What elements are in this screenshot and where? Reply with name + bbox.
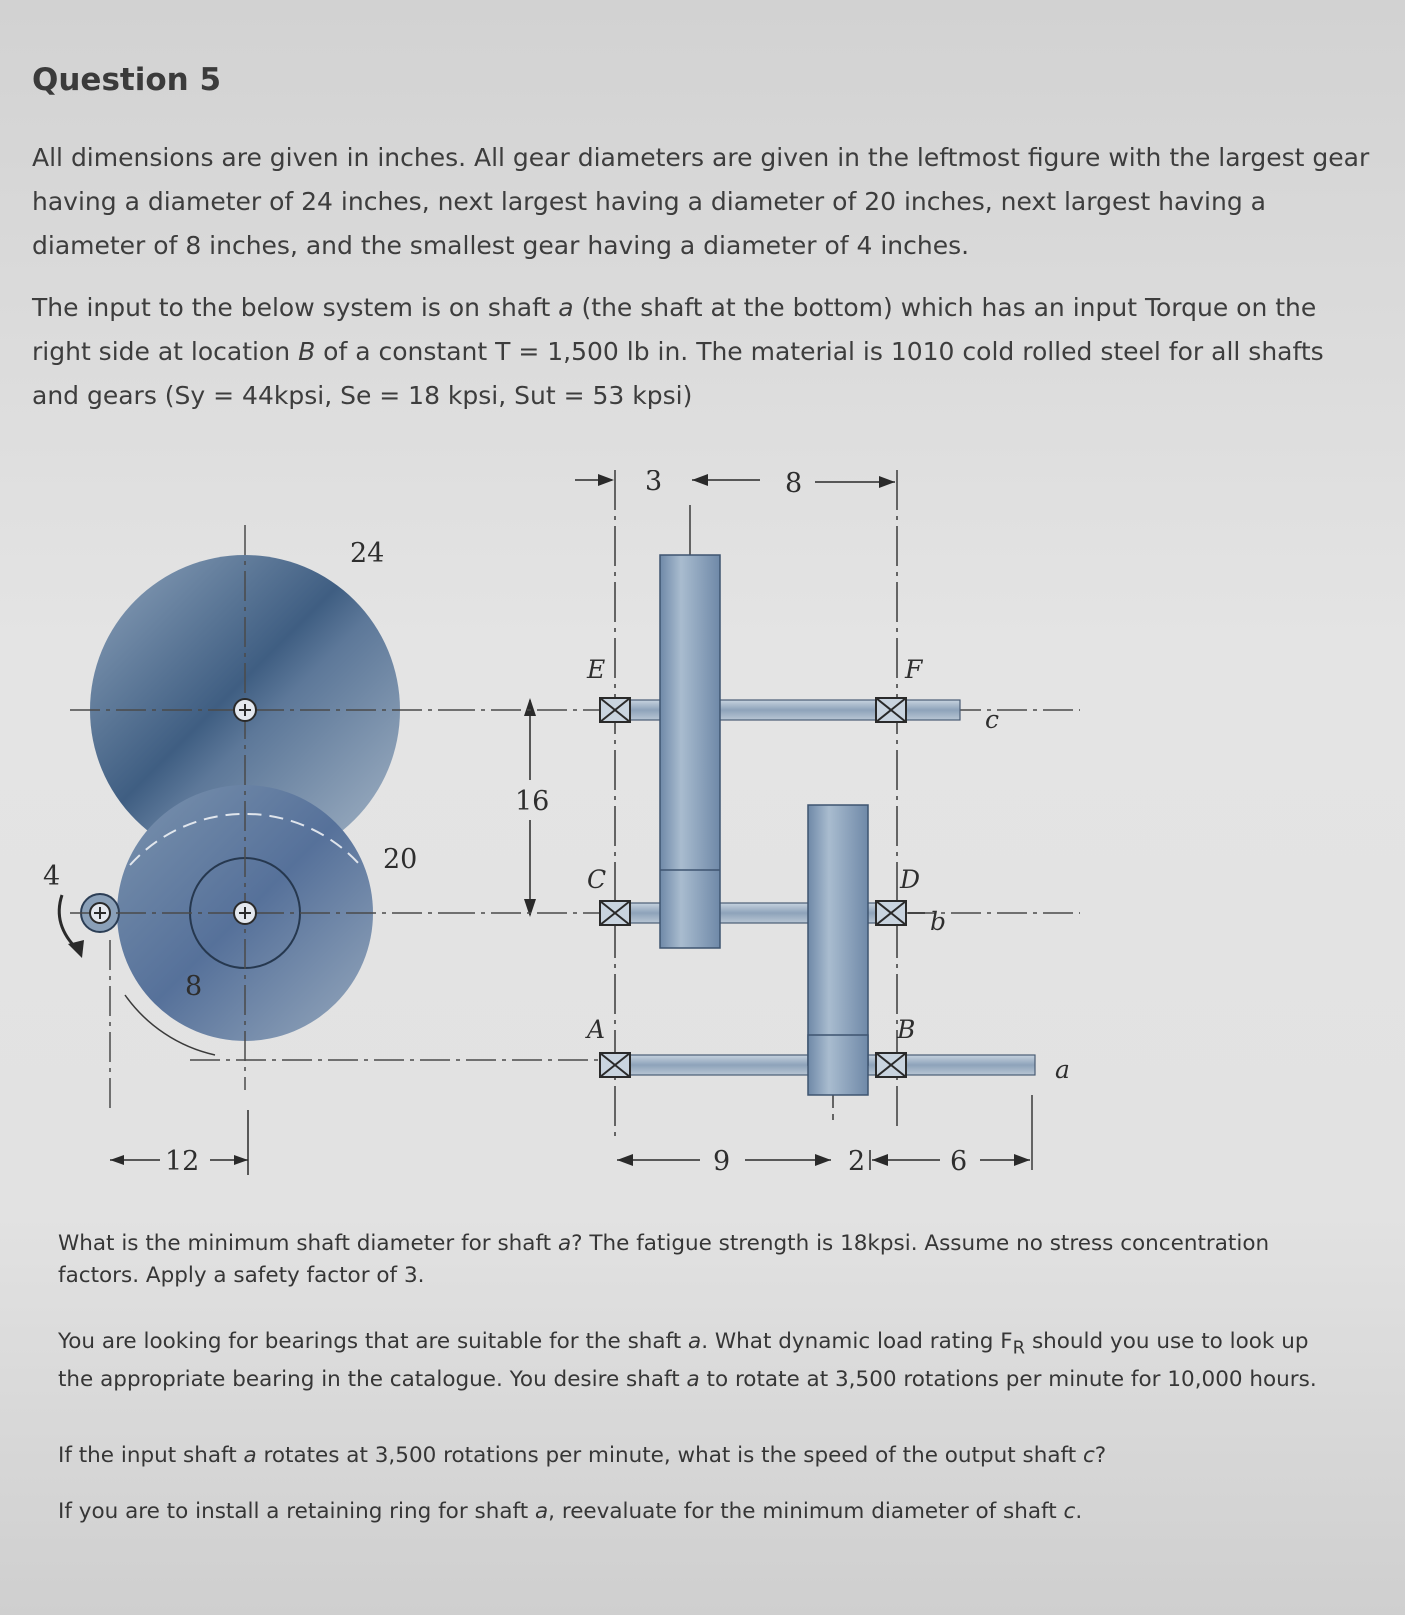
gear-train-figure [0, 470, 1405, 1190]
rotation-arrow-icon [59, 895, 78, 950]
question-retaining-ring: If you are to install a retaining ring for shaft a, reevaluate for the minimum diameter of shaft c. [58, 1499, 1083, 1524]
label-F: F [905, 655, 923, 684]
label-A: A [587, 1015, 606, 1044]
gear-20-side [808, 805, 868, 1065]
input-paragraph: The input to the below system is on shaft a (the shaft at the bottom) which has an input Torque on the right side at location B of a constant T = 1,500 lb in. The material is 1010 cold rolled steel for all shafts and gears (Sy = 44kpsi, Se = 18 kpsi, Sut = 53 kpsi) [32, 293, 1324, 410]
label-C: C [587, 865, 607, 894]
shaft-side-view [445, 470, 1080, 1177]
label-D: D [900, 865, 921, 894]
label-shaft-c: c [985, 705, 1000, 734]
dim-12: 12 [165, 1146, 200, 1177]
question-bearing-rating: You are looking for bearings that are suitable for the shaft a. What dynamic load rating $F_R$ should you use to look up the appropriate bearing in the catalogue. You desire shaft a to rotate at 3,500 rotations per minute for 10,000 hours. [58, 1329, 1317, 1393]
question-title: Question 5 [32, 62, 222, 98]
dim-8-top: 8 [785, 470, 803, 499]
question-output-speed: If the input shaft a rotates at 3,500 rotations per minute, what is the speed of the output shaft c? [58, 1443, 1107, 1468]
question-shaft-diameter: What is the minimum shaft diameter for shaft a? The fatigue strength is 18kpsi. Assume no stress concentration factors. Apply a safety factor of 3. [58, 1231, 1270, 1288]
dim-9: 9 [713, 1146, 731, 1177]
dim-8: 8 [185, 971, 203, 1002]
label-shaft-a: a [1055, 1055, 1070, 1084]
dim-24: 24 [350, 538, 385, 569]
intro-paragraph: All dimensions are given in inches. All gear diameters are given in the leftmost figure with the largest gear having a diameter of 24 inches, next largest having a diameter of 20 inches, next largest having a diameter of 8 inches, and the smallest gear having a diameter of 4 inches. [32, 143, 1370, 260]
label-shaft-b: b [930, 907, 947, 936]
dim-6: 6 [950, 1146, 968, 1177]
gear-end-view [43, 525, 600, 1177]
dim-20: 20 [383, 844, 418, 875]
label-E: E [587, 655, 606, 684]
dim-3: 3 [645, 470, 663, 497]
dim-2: 2 [848, 1146, 866, 1177]
dim-4: 4 [43, 861, 61, 892]
dim-16: 16 [515, 786, 550, 817]
gear-24-side [660, 555, 720, 948]
label-B: B [897, 1015, 916, 1044]
